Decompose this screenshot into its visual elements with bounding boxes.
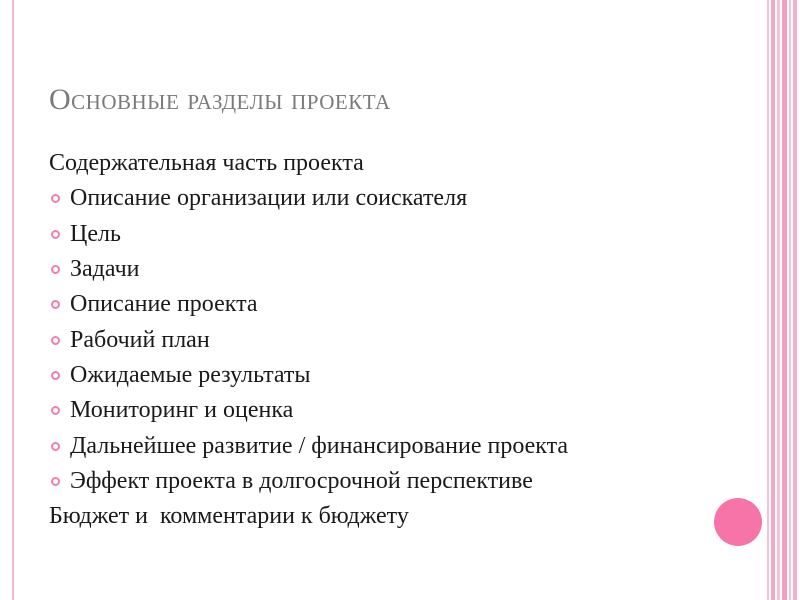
list-item [49, 252, 568, 287]
right-stripe [771, 0, 775, 600]
bullet-circle-icon [51, 406, 60, 415]
bullet-circle-icon [51, 300, 60, 309]
intro-line [49, 146, 568, 181]
list-item [49, 287, 568, 322]
slide-content [49, 146, 568, 534]
list-item-text: Эффект проекта в долгосрочной перспективе [70, 467, 533, 494]
list-item-text: Мониторинг и оценка [70, 397, 294, 424]
bullet-circle-icon [51, 265, 60, 274]
list-item-text: Цель [70, 220, 121, 247]
left-border-line [12, 0, 14, 600]
list-item [49, 428, 568, 463]
bullet-circle-icon [51, 371, 60, 380]
closing-line [49, 499, 568, 534]
list-item-text: Ожидаемые результаты [70, 361, 311, 388]
list-item-text: Рабочий план [70, 326, 210, 353]
bullet-circle-icon [51, 230, 60, 239]
list-item-text: Задачи [70, 256, 140, 283]
list-item [49, 181, 568, 216]
decorative-circle [714, 498, 762, 546]
bullet-circle-icon [51, 442, 60, 451]
list-item [49, 393, 568, 428]
closing-text: Бюджет и комментарии к бюджету [49, 503, 409, 530]
list-item [49, 464, 568, 499]
bullet-circle-icon [51, 477, 60, 486]
list-item [49, 217, 568, 252]
list-item-text: Описание организации или соискателя [70, 185, 468, 212]
right-stripe [789, 0, 791, 600]
list-item [49, 322, 568, 357]
list-item [49, 358, 568, 393]
list-item-text: Дальнейшее развитие / финансирование проекта [70, 432, 569, 459]
right-stripe [782, 0, 787, 600]
list-item-text: Описание проекта [70, 291, 258, 318]
bullet-circle-icon [51, 336, 60, 345]
right-stripe [777, 0, 780, 600]
right-stripe [793, 0, 797, 600]
slide-title: Основные разделы проекта [49, 83, 391, 116]
bullet-circle-icon [51, 194, 60, 203]
right-stripe [767, 0, 769, 600]
intro-text: Содержательная часть проекта [49, 150, 364, 177]
